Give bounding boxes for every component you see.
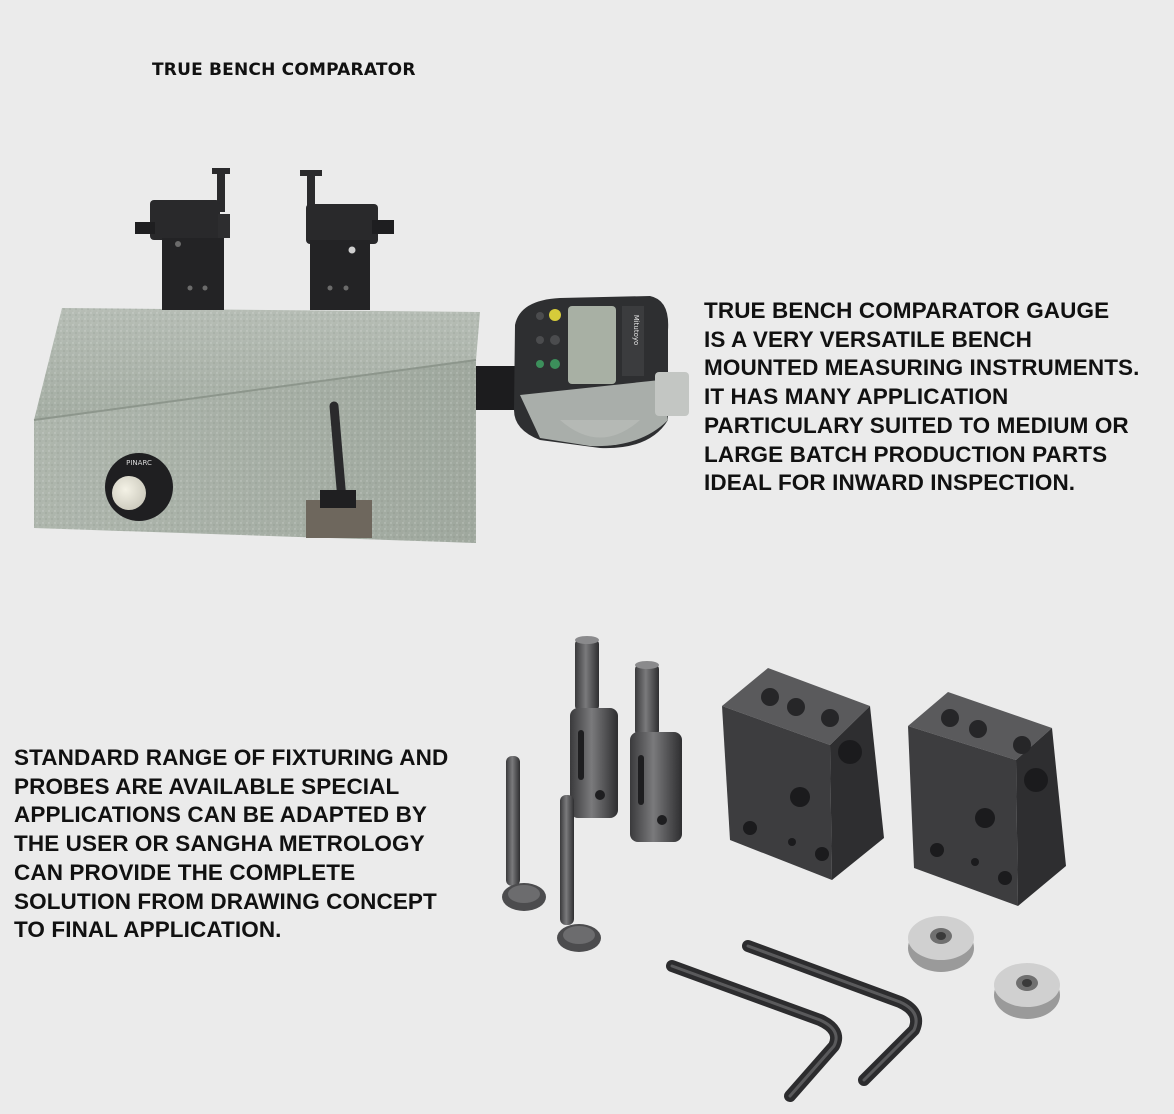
- description-line: MOUNTED MEASURING INSTRUMENTS.: [704, 355, 1140, 381]
- description-line: IT HAS MANY APPLICATION: [704, 384, 1009, 410]
- knurled-nut-2: [994, 963, 1060, 1019]
- description-line: IDEAL FOR INWARD INSPECTION.: [704, 470, 1076, 496]
- holder-block-2: [908, 692, 1066, 906]
- long-pin-1: [502, 756, 546, 911]
- stepped-probe-1: [570, 636, 618, 818]
- fixture-line: PROBES ARE AVAILABLE SPECIAL: [14, 773, 400, 799]
- fixture-line: STANDARD RANGE OF FIXTURING AND: [14, 745, 449, 770]
- fixture-line: APPLICATIONS CAN BE ADAPTED BY: [14, 802, 428, 828]
- fixture-line: THE USER OR SANGHA METROLOGY: [14, 831, 425, 857]
- indicator-brand: Mitutoyo: [632, 314, 640, 346]
- fixture-line: SOLUTION FROM DRAWING CONCEPT: [14, 888, 437, 914]
- stepped-probe-2: [630, 661, 682, 842]
- description-line: TRUE BENCH COMPARATOR GAUGE: [704, 298, 1110, 323]
- knurled-nut-1: [908, 916, 974, 972]
- long-pin-2: [557, 795, 601, 952]
- description-line: LARGE BATCH PRODUCTION PARTS: [704, 441, 1108, 467]
- fixture-paragraph: [14, 744, 448, 945]
- fixture-line: CAN PROVIDE THE COMPLETE: [14, 859, 356, 885]
- description-line: PARTICULARY SUITED TO MEDIUM OR: [704, 412, 1129, 438]
- dial-label: PINARC: [126, 459, 152, 467]
- allen-key-2: [748, 946, 916, 1080]
- allen-key-1: [672, 966, 836, 1096]
- description-paragraph: [704, 297, 1140, 498]
- holder-block-1: [722, 668, 884, 880]
- page-title: TRUE BENCH COMPARATOR: [152, 60, 416, 80]
- description-line: IS A VERY VERSATILE BENCH: [704, 326, 1032, 352]
- fixture-line: TO FINAL APPLICATION.: [14, 917, 282, 943]
